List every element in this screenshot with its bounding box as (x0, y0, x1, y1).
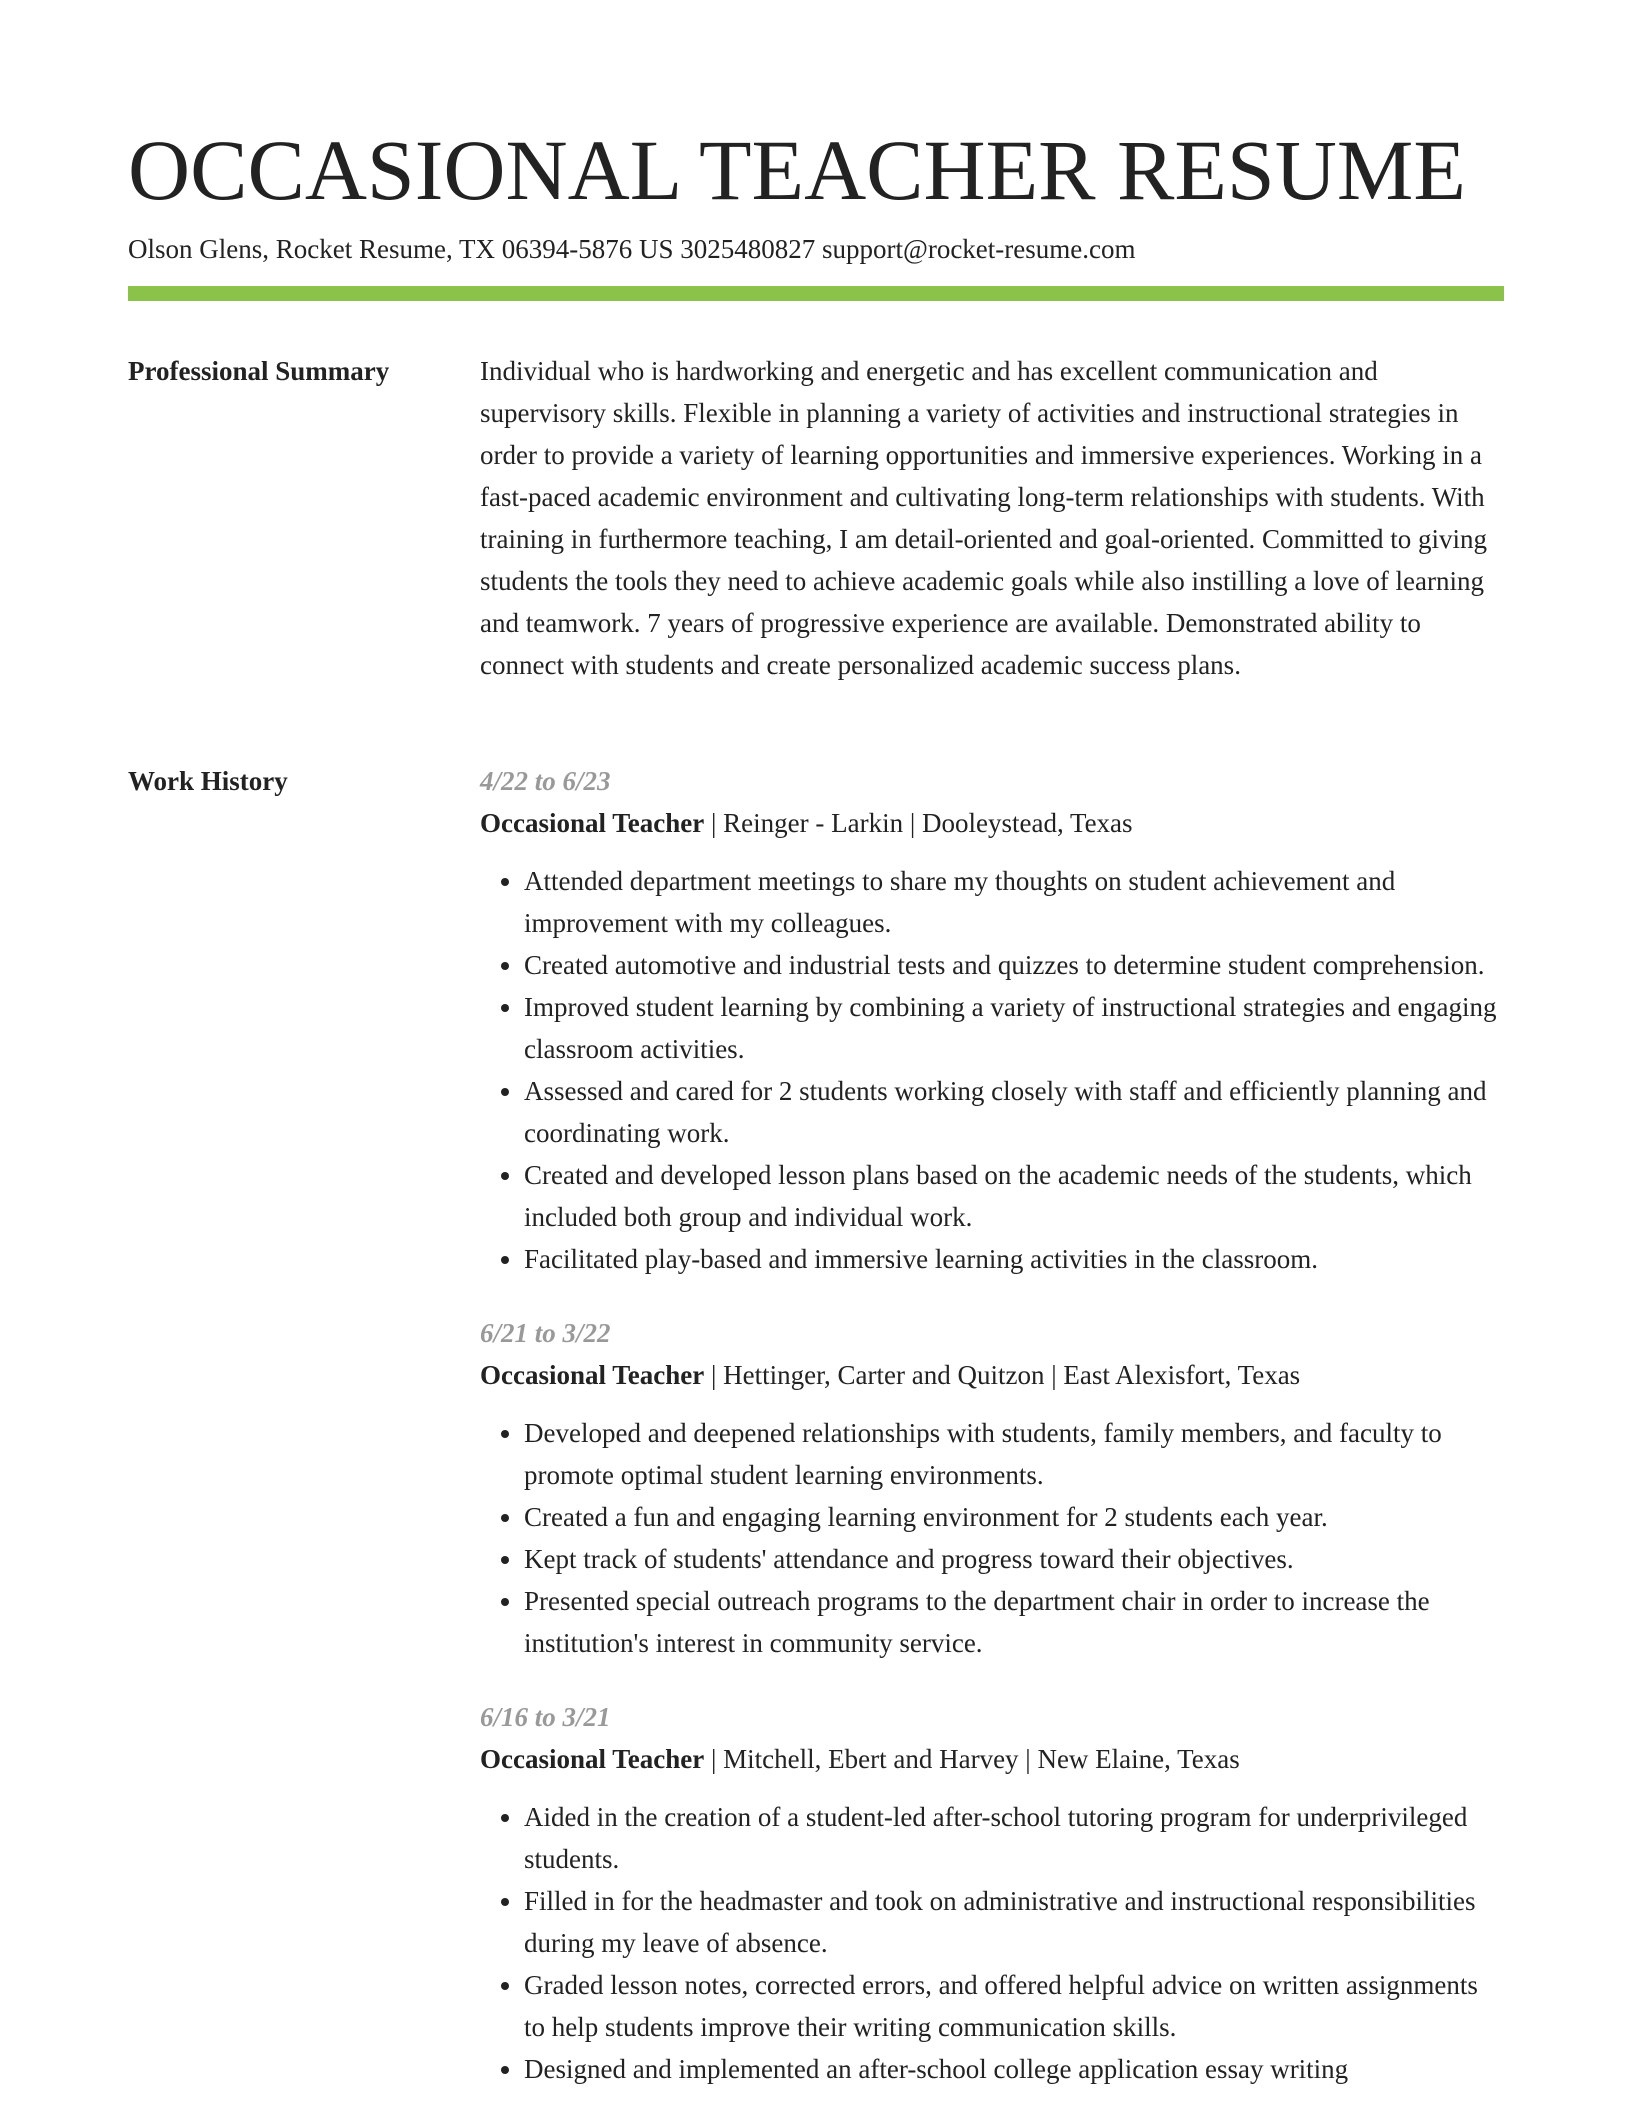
job-dates: 6/16 to 3/21 (480, 1702, 611, 1732)
job-employer-location: | Hettinger, Carter and Quitzon | East Alexisfort, Texas (704, 1360, 1301, 1390)
contact-line: Olson Glens, Rocket Resume, TX 06394-5876 US 3025480827 support@rocket-resume.com (128, 234, 1136, 264)
job-heading (480, 1354, 1504, 1396)
job-bullet: • Improved student learning by combining a variety of instructional strategies and engaging classroom activities. (524, 986, 1504, 1070)
job-entry (480, 1696, 1504, 2090)
job-bullet: • Created automotive and industrial tests and quizzes to determine student comprehension. (524, 944, 1504, 986)
accent-divider (128, 286, 1504, 301)
job-bullet-list (480, 1796, 1504, 2090)
job-bullet-list (480, 1412, 1504, 1664)
job-entry (480, 760, 1504, 1280)
job-dates: 6/21 to 3/22 (480, 1318, 611, 1348)
job-bullet: • Developed and deepened relationships with students, family members, and faculty to promote optimal student learning environments. (524, 1412, 1504, 1496)
job-bullet: • Graded lesson notes, corrected errors, and offered helpful advice on written assignments to help students improve their writing communication skills. (524, 1964, 1504, 2048)
job-bullet: • Attended department meetings to share my thoughts on student achievement and improvement with my colleagues. (524, 860, 1504, 944)
job-heading (480, 1738, 1504, 1780)
job-dates: 4/22 to 6/23 (480, 766, 611, 796)
resume-title: OCCASIONAL TEACHER RESUME (128, 122, 1466, 218)
job-employer-location: | Mitchell, Ebert and Harvey | New Elaine, Texas (704, 1744, 1240, 1774)
job-heading (480, 802, 1504, 844)
section-label-professional-summary: Professional Summary (128, 356, 390, 386)
summary-text: Individual who is hardworking and energetic and has excellent communication and supervisory skills. Flexible in planning a variety of activities and instructional strategies in order to provide a variety of learning opportunities and immersive experiences. Working in a fast-paced academic environment and cultivating long-term relationships with students. With training in furthermore teaching, I am detail-oriented and goal-oriented. Committed to giving students the tools they need to achieve academic goals while also instilling a love of learning and teamwork. 7 years of progressive experience are available. Demonstrated ability to connect with students and create personalized academic success plans. (480, 356, 1487, 680)
job-bullet: • Created a fun and engaging learning environment for 2 students each year. (524, 1496, 1504, 1538)
job-bullet: • Designed and implemented an after-school college application essay writing (524, 2048, 1504, 2090)
job-bullet: • Filled in for the headmaster and took on administrative and instructional responsibilities during my leave of absence. (524, 1880, 1504, 1964)
job-bullet: • Created and developed lesson plans based on the academic needs of the students, which included both group and individual work. (524, 1154, 1504, 1238)
job-entry (480, 1312, 1504, 1664)
professional-summary-section (480, 350, 1504, 686)
job-bullet: • Assessed and cared for 2 students working closely with staff and efficiently planning and coordinating work. (524, 1070, 1504, 1154)
job-title: Occasional Teacher (480, 808, 705, 838)
job-bullet: • Aided in the creation of a student-led after-school tutoring program for underprivileged students. (524, 1796, 1504, 1880)
job-bullet: • Kept track of students' attendance and progress toward their objectives. (524, 1538, 1504, 1580)
section-label-work-history: Work History (128, 766, 288, 796)
work-history-section (480, 760, 1504, 2122)
job-bullet: • Facilitated play-based and immersive learning activities in the classroom. (524, 1238, 1504, 1280)
job-bullet: • Presented special outreach programs to the department chair in order to increase the institution's interest in community service. (524, 1580, 1504, 1664)
job-bullet-list (480, 860, 1504, 1280)
job-employer-location: | Reinger - Larkin | Dooleystead, Texas (704, 808, 1133, 838)
job-title: Occasional Teacher (480, 1360, 705, 1390)
job-title: Occasional Teacher (480, 1744, 705, 1774)
